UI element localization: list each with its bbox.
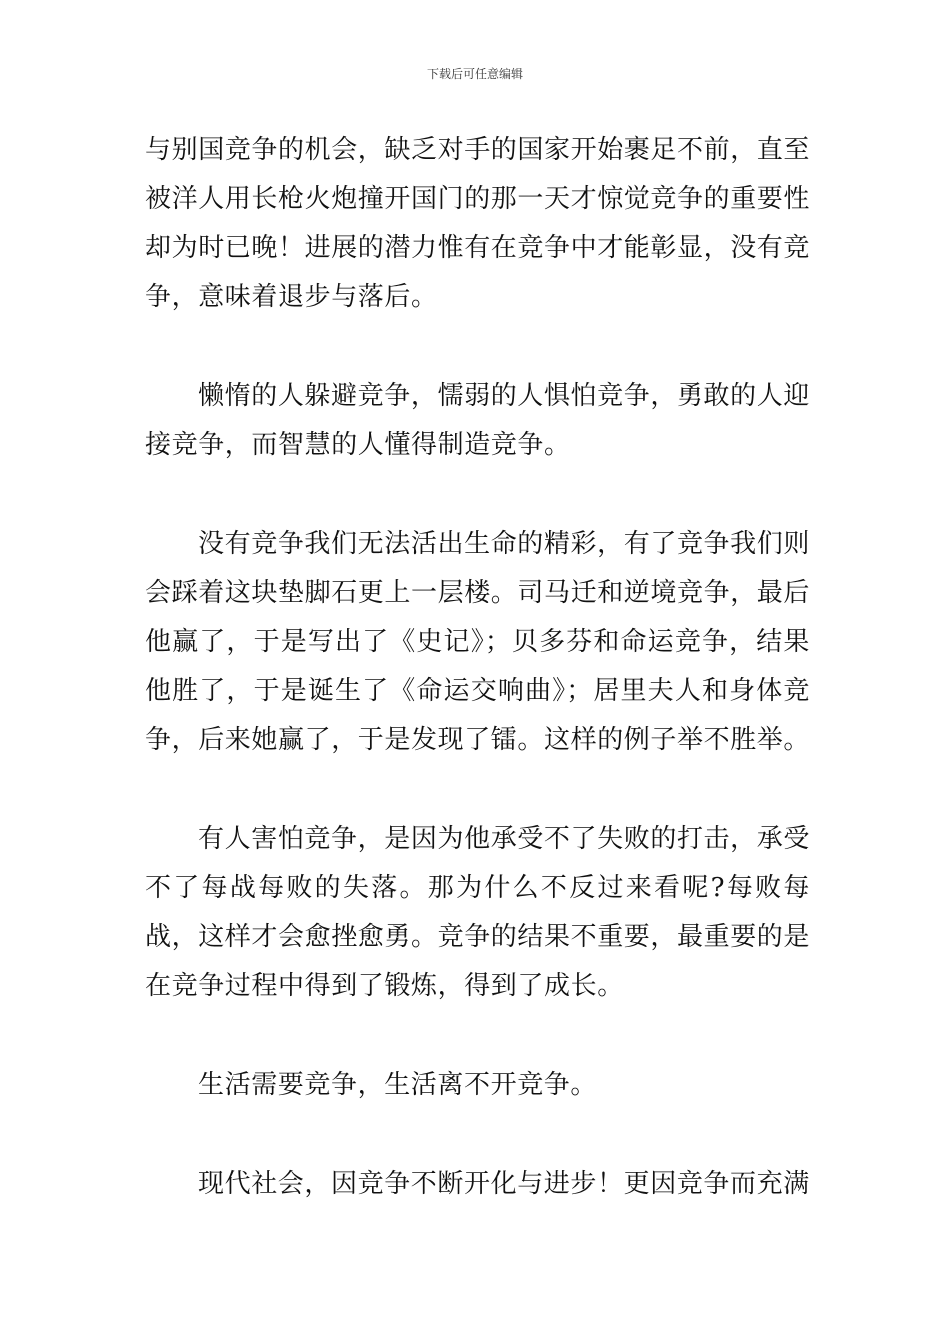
paragraph-gap [145,322,810,372]
document-body [145,126,810,1209]
paragraph-gap [145,1110,810,1160]
paragraph-gap [145,765,810,815]
paragraph-2: 懒惰的人躲避竞争，懦弱的人惧怕竞争，勇敢的人迎接竞争，而智慧的人懂得制造竞争。 [145,381,810,460]
paragraph-gap [145,1011,810,1061]
paragraph-gap [145,470,810,520]
paragraph-1: 与别国竞争的机会，缺乏对手的国家开始裹足不前，直至被洋人用长枪火炮撞开国门的那一天才惊觉竞争的重要性却为时已晚！进展的潜力惟有在竞争中才能彰显，没有竞争，意味着退步与落后。 [145,135,811,312]
paragraph-3: 没有竞争我们无法活出生命的精彩，有了竞争我们则会踩着这块垫脚石更上一层楼。司马迁和逆境竞争，最后他赢了，于是写出了《史记》；贝多芬和命运竞争，结果他胜了，于是诞生了《命运交响曲》；居里夫人和身体竞争，后来她赢了，于是发现了镭。这样的例子举不胜举。 [145,529,811,755]
paragraph-4: 有人害怕竞争，是因为他承受不了失败的打击，承受不了每战每败的失落。那为什么不反过来看呢?每败每战，这样才会愈挫愈勇。竞争的结果不重要，最重要的是在竞争过程中得到了锻炼，得到了成长。 [145,824,811,1001]
paragraph-6: 现代社会，因竞争不断开化与进步！更因竞争而充满 [198,1169,810,1199]
paragraph-5: 生活需要竞争，生活离不开竞争。 [198,1070,598,1100]
page-header: 下载后可任意编辑 [426,67,523,81]
